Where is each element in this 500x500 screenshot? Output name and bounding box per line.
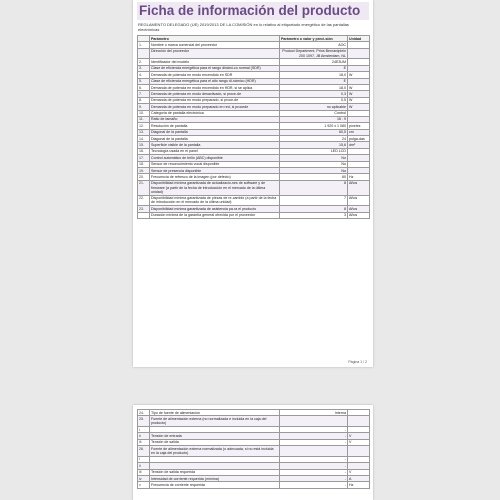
- row-number: 11.: [138, 116, 150, 122]
- row-number: i: [138, 456, 150, 462]
- row-parameter: Demanda de potencia en modo preparado en red, si procede: [150, 104, 280, 110]
- row-value: 0,5: [280, 97, 348, 103]
- document-subtitle: REGLAMENTO DELEGADO (UE) 2019/2013 DE LA COMISIÓN en lo relativo al etiquetado energético de las pantallas electrónicas: [138, 22, 349, 32]
- row-value: E: [280, 78, 348, 84]
- row-parameter: Tensión de entrada: [150, 433, 280, 439]
- row-unit: pulga-das: [348, 136, 370, 142]
- row-value: Product Department, Prins Bernardplein 200 1097, JB Amsterdam, NL: [280, 48, 348, 59]
- row-value: no aplicable: [280, 104, 348, 110]
- row-unit: dm²: [348, 142, 370, 148]
- row-value: -: [280, 469, 348, 475]
- row-value: -: [280, 456, 348, 462]
- row-unit: V: [348, 439, 370, 445]
- row-value: [280, 446, 348, 457]
- row-number: 17.: [138, 155, 150, 161]
- row-value: 8: [280, 206, 348, 212]
- row-number: 16.: [138, 148, 150, 154]
- row-number: 19.: [138, 168, 150, 174]
- row-parameter: Disponibilidad mínima garantizada de asistencia pa-ra el producto: [150, 206, 280, 212]
- document-page-2: [133, 405, 373, 500]
- row-unit: Hz: [348, 482, 370, 488]
- row-parameter: Diagonal de la pantalla: [150, 136, 280, 142]
- row-value: -: [280, 475, 348, 481]
- row-number: 12.: [138, 123, 150, 129]
- row-parameter: Ratio de tamaño: [150, 116, 280, 122]
- row-number: 23.: [138, 206, 150, 212]
- row-parameter: Duración mínima de la garantía general ofrecida por el proveedor: [150, 212, 280, 218]
- row-number: 2.: [138, 59, 150, 65]
- row-value: -: [280, 433, 348, 439]
- row-number: 5.: [138, 78, 150, 84]
- row-value: E: [280, 65, 348, 71]
- row-parameter: Diagonal de la pantalla: [150, 129, 280, 135]
- row-number: 6.: [138, 84, 150, 90]
- row-parameter: Categoría de pantalla electrónica: [150, 110, 280, 116]
- row-number: 9.: [138, 104, 150, 110]
- row-number: 10.: [138, 110, 150, 116]
- row-parameter: Demanda de potencia en modo preparado, si proce-de: [150, 97, 280, 103]
- row-unit: [348, 446, 370, 457]
- row-parameter: Disponibilidad mínima garantizada de piezas de re-cambio (a partir de la fecha de introducción en el mercado de la última unidad): [150, 195, 280, 206]
- row-number: 1.: [138, 42, 150, 48]
- row-parameter: Frecuencia de refresco de la imagen (por defecto): [150, 174, 280, 180]
- row-unit: Años: [348, 195, 370, 206]
- row-parameter: Tipo de fuente de alimentación: [150, 410, 280, 416]
- row-number: 3.: [138, 65, 150, 71]
- row-value: LED LCD: [280, 148, 348, 154]
- row-parameter: Superficie visible de la pantalla: [150, 142, 280, 148]
- table-row: [138, 446, 370, 457]
- row-value: 1 920 x 1 080: [280, 123, 348, 129]
- row-value: -: [280, 482, 348, 488]
- row-value: 15,6: [280, 142, 348, 148]
- row-value: Control: [280, 110, 348, 116]
- row-value: No: [280, 161, 348, 167]
- row-parameter: Clase de eficiencia energética para el alto rango di-námico (HDR): [150, 78, 280, 84]
- row-value: No: [280, 155, 348, 161]
- header-parameter: Parámetro: [150, 36, 280, 42]
- row-parameter: Sensor de reconocimiento vocal disponible: [150, 161, 280, 167]
- row-value: 3: [280, 212, 348, 218]
- row-value: 24E3UM: [280, 59, 348, 65]
- row-value: -: [280, 426, 348, 432]
- table-row: [138, 48, 370, 59]
- row-value: -: [280, 439, 348, 445]
- row-unit: W: [348, 91, 370, 97]
- row-parameter: Tensión de salida: [150, 439, 280, 445]
- row-number: 21.: [138, 180, 150, 195]
- row-parameter: Intensidad de corriente requerida (mínima): [150, 475, 280, 481]
- row-value: 0,3: [280, 91, 348, 97]
- page-number: Página 1 / 2: [348, 360, 367, 364]
- header-value: Parámetro o valor y preci-sión: [280, 36, 348, 42]
- row-unit: V: [348, 433, 370, 439]
- row-number: [138, 212, 150, 218]
- row-unit: [348, 416, 370, 427]
- row-number: 7.: [138, 91, 150, 97]
- row-number: 20.: [138, 174, 150, 180]
- row-number: iii: [138, 439, 150, 445]
- row-parameter: Fuente de alimentación externa normalizada (o adecuada, si no está incluida en la caja del producto): [150, 446, 280, 457]
- row-value: 60: [280, 174, 348, 180]
- table-row: [138, 195, 370, 206]
- row-value: Interna: [280, 410, 348, 416]
- row-number: 18.: [138, 161, 150, 167]
- row-unit: Años: [348, 180, 370, 195]
- row-unit: V: [348, 469, 370, 475]
- row-parameter: Identificador del modelo: [150, 59, 280, 65]
- row-unit: Años: [348, 212, 370, 218]
- row-value: 7: [280, 195, 348, 206]
- document-title: Ficha de información del producto: [137, 2, 369, 20]
- row-number: ii: [138, 463, 150, 469]
- row-number: 13.: [138, 129, 150, 135]
- row-value: 24: [280, 136, 348, 142]
- row-parameter: Clase de eficiencia energética para el rango dinámi-co normal (SDR): [150, 65, 280, 71]
- row-parameter: Disponibilidad mínima garantizada de actualizacio-nes de software y de firmware (a partir de la fecha de introducción en el mercado de la última unidad): [150, 180, 280, 195]
- row-number: 22.: [138, 195, 150, 206]
- row-unit: cm: [348, 129, 370, 135]
- row-value: 18,0: [280, 84, 348, 90]
- row-parameter: Tecnología usada en el panel: [150, 148, 280, 154]
- row-number: v: [138, 482, 150, 488]
- row-number: 8.: [138, 97, 150, 103]
- table-row: [138, 416, 370, 427]
- row-parameter: Resolución de pantalla: [150, 123, 280, 129]
- row-number: iii: [138, 469, 150, 475]
- row-parameter: Demanda de potencia en modo encendido en SDR: [150, 72, 280, 78]
- row-number: i: [138, 426, 150, 432]
- row-value: -: [280, 463, 348, 469]
- row-unit: A: [348, 475, 370, 481]
- row-parameter: Demanda de potencia en modo desactivado, si proce-de: [150, 91, 280, 97]
- row-parameter: Tensión de salida requerida: [150, 469, 280, 475]
- header-unit: Unidad: [348, 36, 370, 42]
- row-parameter: Frecuencia de corriente requerida: [150, 482, 280, 488]
- row-parameter: Demanda de potencia en modo encendido en HDR, si se aplica: [150, 84, 280, 90]
- row-unit: W: [348, 84, 370, 90]
- row-value: [280, 416, 348, 427]
- row-number: 4.: [138, 72, 150, 78]
- row-unit: W: [348, 97, 370, 103]
- row-number: 14.: [138, 136, 150, 142]
- row-unit: Años: [348, 206, 370, 212]
- row-number: ii: [138, 433, 150, 439]
- table-row: [138, 482, 370, 488]
- row-unit: píxeles: [348, 123, 370, 129]
- row-parameter: Fuente de alimentación externa (no normalizada e incluida en la caja del producto): [150, 416, 280, 427]
- row-value: No: [280, 168, 348, 174]
- row-number: [138, 48, 150, 59]
- row-value: AOC: [280, 42, 348, 48]
- row-unit: [348, 48, 370, 59]
- row-parameter: Dirección del proveedor: [150, 48, 280, 59]
- row-unit: W: [348, 72, 370, 78]
- row-number: 25.: [138, 416, 150, 427]
- row-number: iv: [138, 475, 150, 481]
- row-value: 8: [280, 180, 348, 195]
- table-row: [138, 180, 370, 195]
- row-parameter: Control automático de brillo (ABC) disponible: [150, 155, 280, 161]
- product-info-table-continued: [137, 409, 370, 489]
- product-info-table: [137, 35, 370, 219]
- table-row: [138, 212, 370, 218]
- row-number: 24.: [138, 410, 150, 416]
- row-unit: Hz: [348, 174, 370, 180]
- row-unit: W: [348, 104, 370, 110]
- row-number: 26.: [138, 446, 150, 457]
- row-value: 60,5: [280, 129, 348, 135]
- row-parameter: Sensor de presencia disponible: [150, 168, 280, 174]
- row-parameter: Nombre o marca comercial del proveedor: [150, 42, 280, 48]
- row-number: 15.: [138, 142, 150, 148]
- row-value: 18,0: [280, 72, 348, 78]
- row-value: 16 : 9: [280, 116, 348, 122]
- document-page-1: [133, 0, 373, 367]
